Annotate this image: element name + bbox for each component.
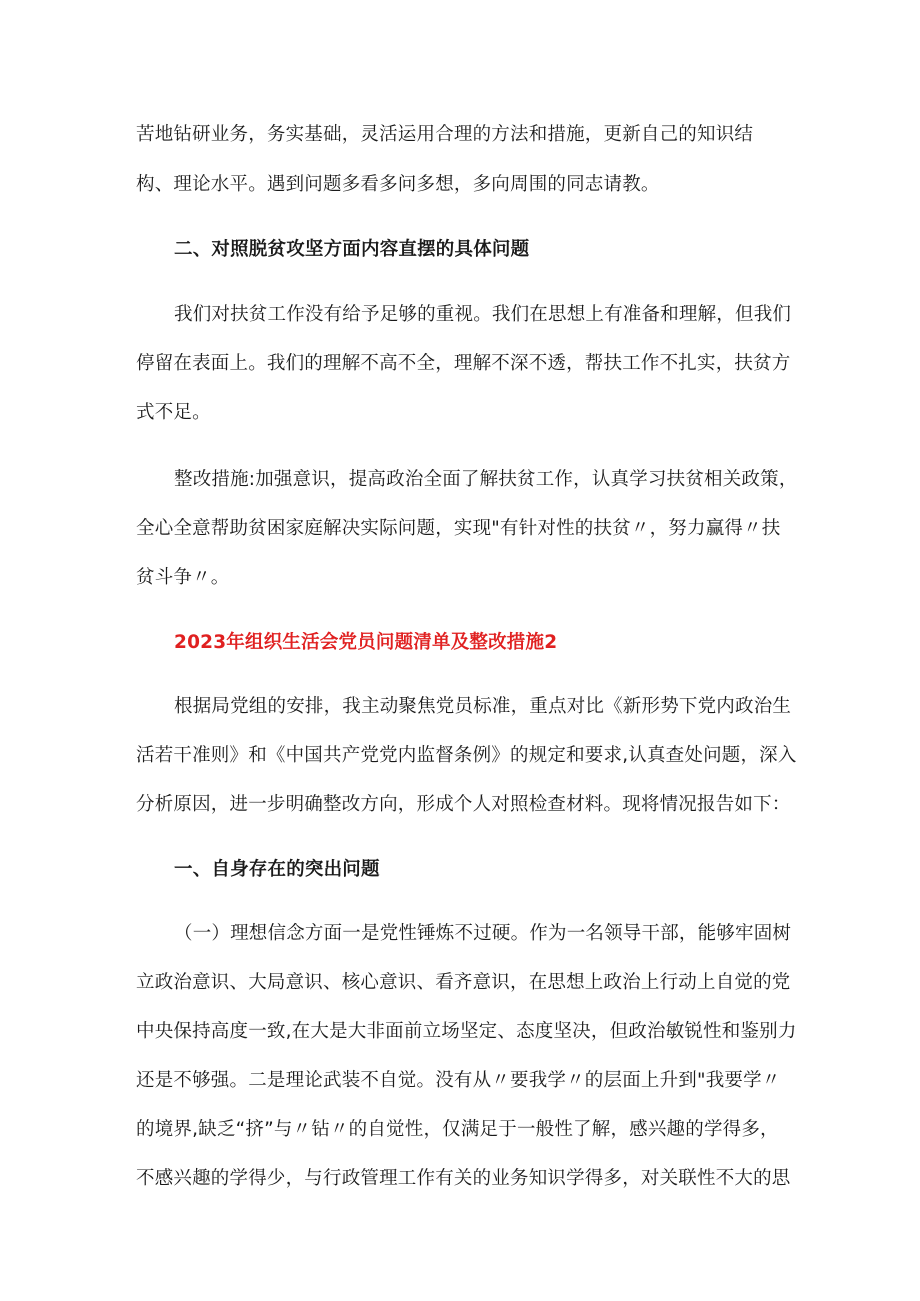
body-text-line: 还是不够强。二是理论武装不自觉。没有从〃要我学〃的层面上升到"我要学〃 [136,1070,781,1091]
body-text-line: 中央保持高度一致,在大是大非面前立场坚定、态度坚决，但政治敏锐性和鉴别力 [136,1021,797,1042]
document-title: 2023年组织生活会党员问题清单及整改措施2 [174,632,558,653]
body-text-line: 我们对扶贫工作没有给予足够的重视。我们在思想上有准备和理解，但我们 [174,304,792,325]
body-text-line: 式不足。 [136,402,211,423]
body-text-line: 立政治意识、大局意识、核心意识、看齐意识，在思想上政治上行动上自觉的党 [136,972,791,993]
body-text-line: 根据局党组的安排，我主动聚焦党员标准，重点对比《新形势下党内政治生 [174,696,792,717]
body-text-line: 苦地钻研业务，务实基础，灵活运用合理的方法和措施，更新自己的知识结 [136,124,754,145]
body-text-line: （一）理想信念方面一是党性锤炼不过硬。作为一名领导干部，能够牢固树 [174,923,792,944]
body-text-line: 全心全意帮助贫困家庭解决实际问题，实现"有针对性的扶贫〃，努力赢得〃扶 [136,518,781,539]
body-text-line: 停留在表面上。我们的理解不高不全，理解不深不透，帮扶工作不扎实，扶贫方 [136,353,791,374]
section-heading: 一、自身存在的突出问题 [174,859,380,880]
body-text-line: 的境界,缺乏“挤”与〃钻〃的自觉性，仅满足于一般性了解，感兴趣的学得多， [136,1119,779,1140]
body-text-line: 不感兴趣的学得少，与行政管理工作有关的业务知识学得多，对关联性不大的思 [136,1168,791,1189]
body-text-line: 分析原因，进一步明确整改方向，形成个人对照检查材料。现将情况报告如下： [136,794,791,815]
section-heading: 二、对照脱贫攻坚方面内容直摆的具体问题 [174,239,530,260]
body-text-line: 贫斗争〃。 [136,567,230,588]
body-text-line: 构、理论水平。遇到问题多看多问多想，多向周围的同志请教。 [136,174,660,195]
body-text-line: 活若干准则》和《中国共产党党内监督条例》的规定和要求,认真查处问题，深入 [136,745,797,766]
body-text-line: 整改措施:加强意识，提高政治全面了解扶贫工作，认真学习扶贫相关政策， [174,469,798,490]
